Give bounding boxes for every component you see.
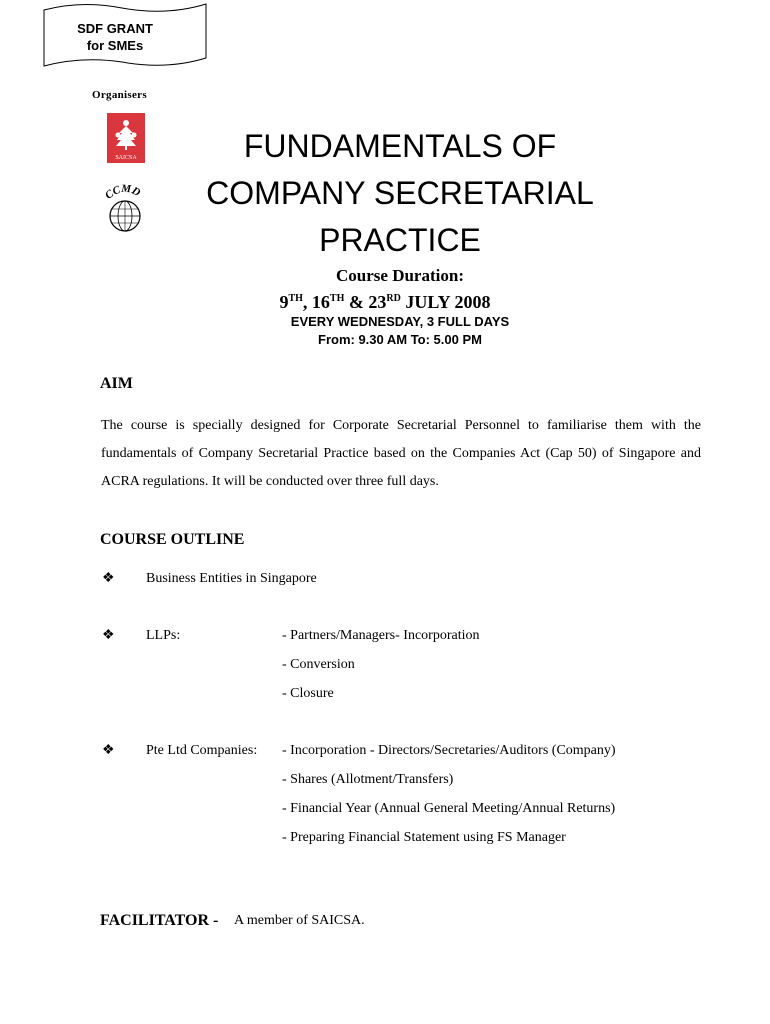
facilitator-heading: FACILITATOR - <box>100 912 219 929</box>
course-title-line-3: PRACTICE <box>319 222 481 258</box>
course-title-line-2: COMPANY SECRETARIAL <box>206 175 594 211</box>
date-3-suffix: RD <box>386 293 401 304</box>
aim-heading: AIM <box>100 375 133 392</box>
date-1: 9 <box>279 292 289 312</box>
pte-item: - Preparing Financial Statement using FS Manager <box>282 830 566 845</box>
pte-item: - Shares (Allotment/Transfers) <box>282 772 454 787</box>
course-time: From: 9.30 AM To: 5.00 PM <box>318 332 482 347</box>
outline-pte-label: Pte Ltd Companies: <box>146 743 258 758</box>
outline-llps-label: LLPs: <box>146 628 181 643</box>
banner-text <box>60 20 170 54</box>
aim-text: The course is specially designed for Corporate Secretarial Personnel to familiarise them with the fundamentals of Company Secretarial Practice based on the Companies Act (Cap 50) of Singapore and ACRA regulations. It will be conducted over three full days. <box>101 418 701 489</box>
banner-line-1: SDF GRANT <box>77 21 153 36</box>
course-duration-label: Course Duration: <box>336 266 464 285</box>
llps-item: - Partners/Managers- Incorporation <box>282 628 480 643</box>
date-2-suffix: TH <box>329 293 345 304</box>
course-dates <box>0 292 770 313</box>
outline-business-entities: Business Entities in Singapore <box>146 571 317 586</box>
saicsa-logo-text: SAICSA <box>115 155 137 161</box>
pte-item: - Financial Year (Annual General Meeting/Annual Returns) <box>282 801 616 816</box>
banner-line-2: for SMEs <box>86 38 144 53</box>
course-frequency: EVERY WEDNESDAY, 3 FULL DAYS <box>290 314 510 329</box>
date-3: & 23 <box>344 292 387 312</box>
facilitator-text: A member of SAICSA. <box>234 913 365 928</box>
pte-item: - Incorporation - Directors/Secretaries/Auditors (Company) <box>282 743 616 758</box>
bullet-icon: ❖ <box>102 743 115 758</box>
llps-item: - Conversion <box>282 657 355 672</box>
date-month-year: JULY 2008 <box>400 292 491 312</box>
course-title-line-1: FUNDAMENTALS OF <box>243 128 557 164</box>
bullet-icon: ❖ <box>102 628 115 643</box>
llps-item: - Closure <box>282 686 334 701</box>
course-outline-heading: COURSE OUTLINE <box>100 531 245 548</box>
organisers-label: Organisers <box>92 89 147 101</box>
bullet-icon: ❖ <box>102 571 115 586</box>
date-2: , 16 <box>302 292 330 312</box>
ccmd-logo-text: CCMD <box>103 182 143 202</box>
date-1-suffix: TH <box>288 293 303 304</box>
